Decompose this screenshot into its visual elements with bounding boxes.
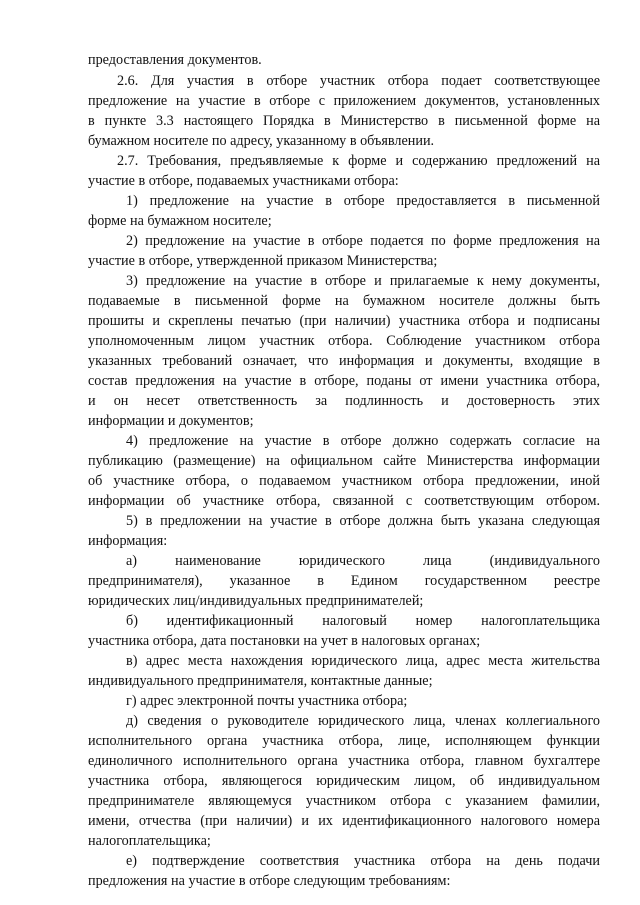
text-line: состав предложения на участие в отборе, поданы от имени участника отбора, xyxy=(88,373,600,389)
text-line: 2.6. Для участия в отборе участник отбора подает соответствующее xyxy=(117,73,600,89)
text-line: г) адрес электронной почты участника отбора; xyxy=(126,693,408,709)
text-line: е) подтверждение соответствия участника отбора на день подачи xyxy=(126,853,600,869)
text-line: участника отбора, дата постановки на учет в налоговых органах; xyxy=(88,633,481,649)
text-line: указанных требований означает, что информация и документы, входящие в xyxy=(88,353,600,369)
text-line: прошиты и скреплены печатью (при наличии) участника отбора и подписаны xyxy=(88,313,600,329)
text-line: информации и документов; xyxy=(88,413,254,429)
text-line: 2) предложение на участие в отборе подается по форме предложения на xyxy=(126,233,600,249)
text-line: предложение на участие в отборе с приложением документов, установленных xyxy=(88,93,600,109)
text-line: форме на бумажном носителе; xyxy=(88,213,272,229)
text-line: уполномоченным лицом участник отбора. Соблюдение участником отбора xyxy=(88,333,600,349)
text-line: 2.7. Требования, предъявляемые к форме и содержанию предложений на xyxy=(117,153,600,169)
text-line: подаваемые в письменной форме на бумажном носителе должны быть xyxy=(88,293,600,309)
text-line: информации об участнике отбора, связанной с соответствующим отбором. xyxy=(88,493,600,509)
text-line: в) адрес места нахождения юридического лица, адрес места жительства xyxy=(126,653,600,669)
text-line: 5) в предложении на участие в отборе должна быть указана следующая xyxy=(126,513,600,529)
text-line: предоставления документов. xyxy=(88,52,262,68)
text-line: участника отбора, являющегося юридическим лицом, об индивидуальном xyxy=(88,773,600,789)
text-line: д) сведения о руководителе юридического лица, членах коллегиального xyxy=(126,713,600,729)
text-line: публикацию (размещение) на официальном сайте Министерства информации xyxy=(88,453,600,469)
text-line: об участнике отбора, о подаваемом участником отбора предложении, иной xyxy=(88,473,600,489)
text-line: предложения на участие в отборе следующим требованиям: xyxy=(88,873,451,889)
text-line: предпринимателе являющемуся участником отбора с указанием фамилии, xyxy=(88,793,600,809)
text-line: в пункте 3.3 настоящего Порядка в Министерство в письменной форме на xyxy=(88,113,600,129)
text-line: 3) предложение на участие в отборе и прилагаемые к нему документы, xyxy=(126,273,600,289)
text-line: юридических лиц/индивидуальных предпринимателей; xyxy=(88,593,424,609)
text-line: 1) предложение на участие в отборе предоставляется в письменной xyxy=(126,193,600,209)
text-line: имени, отчества (при наличии) и их идентификационного налогового номера xyxy=(88,813,600,829)
text-line: участие в отборе, утвержденной приказом Министерства; xyxy=(88,253,438,269)
text-line: исполнительного органа участника отбора, лице, исполняющем функции xyxy=(88,733,600,749)
text-line: единоличного исполнительного органа участника отбора, главном бухгалтере xyxy=(88,753,600,769)
text-line: 4) предложение на участие в отборе должно содержать согласие на xyxy=(126,433,600,449)
text-line: предпринимателя), указанное в Едином государственном реестре xyxy=(88,573,600,589)
text-line: информация: xyxy=(88,533,168,549)
text-line: б) идентификационный налоговый номер налогоплательщика xyxy=(126,613,600,629)
text-line: налогоплательщика; xyxy=(88,833,211,849)
text-line: а) наименование юридического лица (индивидуального xyxy=(126,553,600,569)
text-line: бумажном носителе по адресу, указанному в объявлении. xyxy=(88,133,435,149)
text-line: участие в отборе, подаваемых участниками отбора: xyxy=(88,173,399,189)
text-line: и он несет ответственность за подлинность и достоверность этих xyxy=(88,393,600,409)
text-line: индивидуального предпринимателя, контактные данные; xyxy=(88,673,433,689)
